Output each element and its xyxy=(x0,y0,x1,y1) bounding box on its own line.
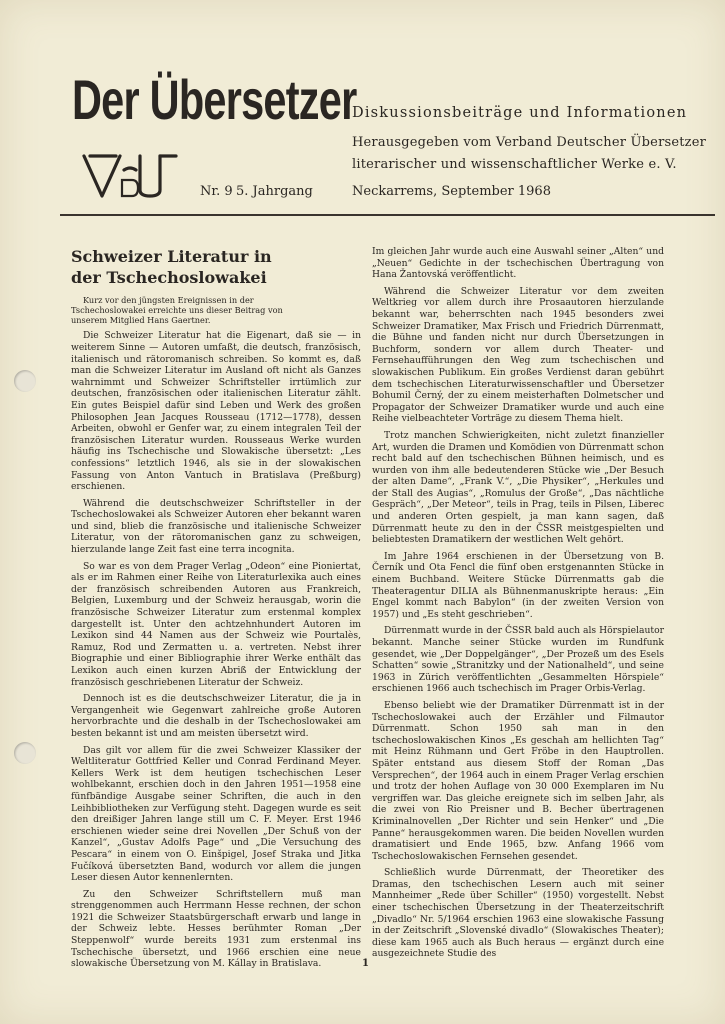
issue-place-date: Neckarrems, September 1968 xyxy=(352,184,551,199)
vdu-logo-icon xyxy=(80,150,180,202)
page-number: 1 xyxy=(362,958,369,969)
article-paragraph: So war es von dem Prager Verlag „Odeon“ eine Pioniertat, als er im Rahmen einer Reihe von Literaturlexika auch eines der französisch schreibenden Autoren aus Frankreich, Belgien, Luxemburg und der Schweiz herausgab, worin die französische Schweizer Literatur zum erstenmal komplex dargestellt ist. Unter den achtzehnhundert Autoren im Lexikon sind 44 Namen aus der Schweiz wie Pourtalès, Ramuz, Rod und Zermatten u. a. vertreten. Nebst ihrer Biographie und einer Bibliographie ihrer Werke enthält das Lexikon auch einen kurzen Abriß der Entwicklung der französisch geschriebenen Literatur der Schweiz. xyxy=(71,560,361,688)
article-paragraph: Dennoch ist es die deutschschweizer Literatur, die ja in Vergangenheit wie Gegenwart zahlreiche große Autoren hervorbrachte und die deshalb in der Tschechoslowakei am besten bekannt ist und am meisten übersetzt wird. xyxy=(71,693,361,739)
article-paragraph: Zu den Schweizer Schriftstellern muß man strenggenommen auch Herrmann Hesse rechnen, der schon 1921 die Schweizer Staatsbürgerschaft erwarb und lange in der Schweiz lebte. Hesses berühmter Roman „Der Steppenwolf“ wurde bereits 1931 zum erstenmal ins Tschechische übersetzt, und 1966 erschien eine neue slowakische Übersetzung von M. Kállay in Bratislava. xyxy=(71,888,361,970)
article-title: Schweizer Literatur in der Tschechoslowakei xyxy=(71,247,272,287)
publisher-line: literarischer und wissenschaftlicher Werke e. V. xyxy=(352,157,677,172)
article-paragraph: Während die Schweizer Literatur vor dem zweiten Weltkrieg vor allem durch ihre Prosaautoren hierzulande bekannt war, beherrschten nach 1945 besonders zwei Schweizer Dramatiker, Max Frisch und Friedrich Dürrenmatt, die Bühne und fanden nicht nur durch Übersetzungen in Buchform, sondern vor allem durch Theater- und Fernsehaufführungen den Weg zum tschechischen und slowakischen Publikum. Ein großes Verdienst daran gebührt dem tschechischen Literaturwissenschaftler und Übersetzer Bohumil Černý, der zu einem meisterhaften Dolmetscher und Propagator der Schweizer Dramatiker wurde und auch eine Reihe vielbeachteter Vorträge zu diesem Thema hielt. xyxy=(372,285,664,425)
article-paragraph: Dürrenmatt wurde in der ČSSR bald auch als Hörspielautor bekannt. Manche seiner Stücke wurden im Rundfunk gesendet, wie „Der Doppelgänger“, „Der Prozeß um des Esels Schatten“ sowie „Stranitzky und der Nationalheld“, und seine 1963 in Zürich veröffentlichten „Gesammelten Hörspiele“ erschienen 1966 auch tschechisch im Prager Orbis-Verlag. xyxy=(372,625,664,695)
article-paragraph: Im Jahre 1964 erschienen in der Übersetzung von B. Černík und Ota Fencl die fünf oben erstgenannten Stücke in einem Buchband. Weitere Stücke Dürrenmatts gab die Theateragentur DILIA als Bühnenmanuskripte heraus: „Ein Engel kommt nach Babylon“ (in der zweiten Version von 1957) und „Es steht geschrieben“. xyxy=(372,550,664,620)
issue-number: Nr. 9 xyxy=(200,184,233,199)
article-paragraph: Trotz manchen Schwierigkeiten, nicht zuletzt finanzieller Art, wurden die Dramen und Komödien von Dürrenmatt schon recht bald auf den tschechischen Bühnen heimisch, und es wurden von ihm alle bedeutenderen Stücke wie „Der Besuch der alten Dame“, „Frank V.“, „Die Physiker“, „Herkules und der Stall des Augias“, „Romulus der Große“, „Das nächtliche Gespräch“, „Der Meteor“, teils in Prag, teils in Pilsen, Liberec und anderen Orten gespielt, ja man kann sagen, daß Dürrenmatt heute zu den in der ČSSR meistgespielten und beliebtesten Dramatikern der westlichen Welt gehört. xyxy=(372,429,664,546)
article-paragraph: Während die deutschschweizer Schriftsteller in der Tschechoslowakei als Schweizer Autoren eher bekannt waren und sind, blieb die französische und italienische Schweizer Literatur, von der rätoromanischen ganz zu schweigen, hierzulande lange Zeit fast eine terra incognita. xyxy=(71,497,361,556)
article-column-right xyxy=(372,246,664,965)
punch-hole xyxy=(14,370,36,392)
article-column-left xyxy=(71,246,361,975)
masthead-publisher xyxy=(352,132,707,176)
article-paragraph: Im gleichen Jahr wurde auch eine Auswahl seiner „Alten“ und „Neuen“ Gedichte in der tschechischen Übertragung von Hana Žantovská veröffentlicht. xyxy=(372,246,664,281)
header-divider xyxy=(60,214,715,216)
article-paragraph: Ebenso beliebt wie der Dramatiker Dürrenmatt ist in der Tschechoslowakei auch der Erzähler und Filmautor Dürrenmatt. Schon 1950 sah man in den tschechoslowakischen Kinos „Es geschah am hellichten Tag“ mit Heinz Rühmann und Gert Fröbe in den Hauptrollen. Später entstand aus diesem Stoff der Roman „Das Versprechen“, der 1964 auch in einem Prager Verlag erschien und trotz der hohen Auflage von 30 000 Exemplaren im Nu vergriffen war. Das gleiche ereignete sich im selben Jahr, als die zwei von Rio Preisner und B. Becher übertragenen Kriminalnovellen „Der Richter und sein Henker“ und „Die Panne“ herausgekommen waren. Die beiden Novellen wurden dramatisiert und Ende 1965, bzw. Anfang 1966 vom Tschechoslowakischen Fernsehen gesendet. xyxy=(372,699,664,862)
masthead-title: Der Übersetzer xyxy=(72,68,357,131)
punch-hole xyxy=(14,742,36,764)
issue-volume: 5. Jahrgang xyxy=(236,184,313,199)
article-paragraph: Das gilt vor allem für die zwei Schweizer Klassiker der Weltliteratur Gottfried Keller und Conrad Ferdinand Meyer. Kellers Werk ist dem heutigen tschechischen Leser wohlbekannt, erschien doch in den Jahren 1951—1958 eine fünfbändige Ausgabe seiner Schriften, die auch in den Leihbibliotheken zur Verfügung steht. Dagegen wurde es seit den dreißiger Jahren lange still um C. F. Meyer. Erst 1946 erschienen wieder seine drei Novellen „Der Schuß von der Kanzel“, „Gustav Adolfs Page“ und „Die Versuchung des Pescara“ in einem von O. Einšpigel, Josef Straka und Jitka Fučíková übersetzten Band, wodurch vor allem die jungen Leser diesen Autor kennenlernten. xyxy=(71,744,361,884)
article-paragraph: Die Schweizer Literatur hat die Eigenart, daß sie — in weiterem Sinne — Autoren umfaßt, die deutsch, französisch, italienisch und rätoromanisch schreiben. So kommt es, daß man die Schweizer Literatur im Ausland oft nicht als Ganzes wahrnimmt und Schweizer Schriftsteller irrtümlich zur deutschen, französischen oder italienischen Literatur zählt. Ein gutes Beispiel dafür sind Leben und Werk des großen Philosophen Jean Jacques Rousseau (1712—1778), dessen Arbeiten, obwohl er Genfer war, zu einem integralen Teil der französischen Literatur wurden. Rousseaus Werke wurden häufig ins Tschechische und Slowakische übersetzt: „Les confessions“ letztlich 1946, als sie in der slowakischen Fassung von Anton Vantuch in Bratislava (Preßburg) erschienen. xyxy=(71,330,361,493)
publisher-line: Herausgegeben vom Verband Deutscher Übersetzer xyxy=(352,135,707,150)
article-intro: Kurz vor den jüngsten Ereignissen in der Tschechoslowakei erreichte uns dieser Beitrag von unserem Mitglied Hans Gaertner. xyxy=(71,295,283,325)
article-paragraph: Schließlich wurde Dürrenmatt, der Theoretiker des Dramas, den tschechischen Lesern auch mit seiner Mannheimer „Rede über Schiller“ (1950) vorgestellt. Nebst einer tschechischen Übersetzung in der Theaterzeitschrift „Divadlo“ Nr. 5/1964 erschien 1963 eine slowakische Fassung in der Zeitschrift „Slovenské divadlo“ (Slowakisches Theater); diese kam 1965 auch als Buch heraus — ergänzt durch eine ausgezeichnete Studie des xyxy=(372,867,664,960)
masthead-tagline: Diskussionsbeiträge und Informationen xyxy=(352,105,688,121)
